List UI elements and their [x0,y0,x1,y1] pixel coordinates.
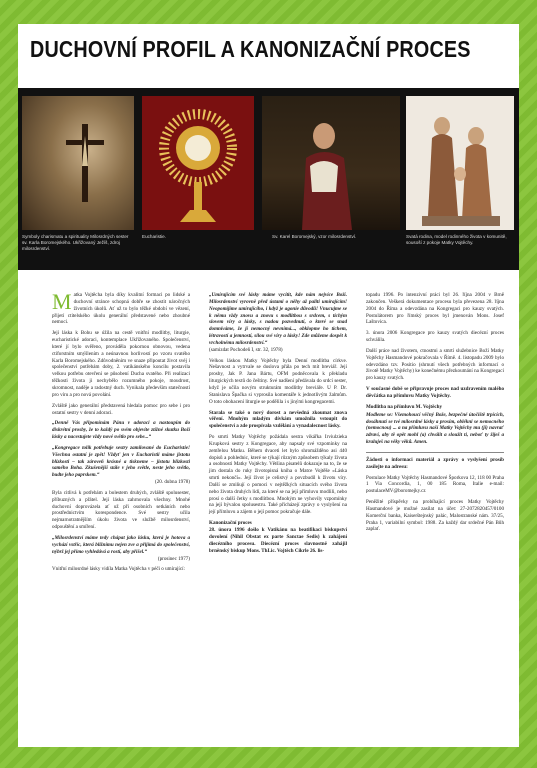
holy-family-statue-icon [406,96,514,230]
photo-caption: Svatá rodina, model rodinného života v komunitě, sousoší z pokoje Matky Vojtěchy. [406,234,507,246]
paragraph: Její láska k Bohu se úžila na cestě vnitřní modlitby, liturgie, eucharistické adoraci, kontemplace Ukřižovaného. Společenství, které jí bylo svěřeno, prováděla pokornou obnovou, vedena ctiforstním smýšlením a neúnavnou horlivostí po vzoru svatého Karla Boromejského. Zdůvodněním ve snaze připoutat život svéj i společenství potřebám doby, 2. vatikánského koncilu postavila velkou potřebu otevření se působení Ducha svatého. Při realizaci těžkosti života ji nechybělo rozumného pokoje, moudrost, skromnost, naděje a radostný duch. Vynikala především statečností pro víru a pro nová povolání. [52,330,190,398]
paragraph: 3. února 2006 Kongregace pro kauzy svatých diecézní proces schválila. [366,330,504,344]
drop-cap: M [52,289,72,314]
divider [366,452,504,453]
photo-caption: Sv. Karel Boromejský, vzor milosrdenství. [272,234,357,239]
monstrance-icon [142,96,254,230]
column-3 [366,292,504,537]
quote-source: (samizdat Pochodeň I, str. 32, 1978) [209,346,283,353]
crucifix-photo [22,96,134,230]
crucifix-icon [22,96,134,230]
paragraph: Zvláště jako generální představená hledala pomoc pro sebe i pro ostatní sestry v denní adoraci. [52,402,190,416]
paragraph: V současné době se připravuje proces nad uzdravením malého děvčátka na přímluvu Matky Vojtěchy. [366,386,504,399]
paragraph: Po smrti Matky Vojtěchy požádala sestra vikářka Irviulzieka Krupková sestry z Kongregace, aby napsaly své vzpomínky na zemřelou Matku. Během dvaceti let bylo shromážděno asi 440 dopisů a pohlednic, které se týkají různým způsobem týkaly života a osobnosti Matky Vojtěchy. Většina pisatelů dokazuje na to, že se jim dostala do ruky životopisná kniha o Matce Vojtěše »Láska smrti nekončí«. Její život je celistvý a povzbudil k životu víry. Další se zmiňují o pomoci v nejtěžkých situacích svého života nebo života druhých lidí, za které se na její přímluvu modlili, nebo prosí o další četky s modlitbou. Mnohým ne vyhovily vzpomínky na její bývalou spolusestru. Také přicházejí zprávy o vyslyšení na její přímluvu a zájem o její pomoc pokračuje dále. [209,434,347,516]
quote: „Milosrdenství máme tedy chápat jako lásku, která je hotova a vychází vstříc, která bližnímu nejen zve a přijímá do společenství, nýbrž jej přímo vyhledává a rostí, aby přišel.“ [52,535,190,555]
paragraph: Byla citlivá k potřebám a bolestem druhých, zvláště spolusester, příbuzných a přátel. Její láska zahrnovala všechny. Mnohé duchovní doprovázela ať už při osobních setkáních nebo prostřednictvím korespondence. Své sestry učila nejmarnotratnějším úkolu života ve službě milosrdenství, odpouštění a smíření. [52,489,190,531]
column-1 [52,289,190,577]
paragraph: 28. února 1996 došlo k Vatikánu na beatifikaci biskupství dovolení (Nihil Obstat ex parte Sanctae Sedis) k zahájení diecézního procesu. Diecézní proces slavnostně zahájil brněnský biskup Mons. ThLic. Vojtěch Cikrle 26. lis- [209,527,347,554]
poster [18,24,519,747]
section-heading: Kanonizační proces [209,520,252,527]
statue-photo [406,96,514,230]
paragraph: Starala se také o nový dorost a nevšedná zkoumat znova věření. Mnohým mladým dívkám umožnila vstoupit do společenství a zde prospívala vzdělání a vynadalecnost lásky. [209,409,347,430]
paragraph: Velkou láskou Matky Vojtěchy byla Denní modlitba církve. Nešavnost a vytrvale se doslova přála po tech mít breviář. Její prosby, Jak P. Jana Bártu, OFM podněcovala k překladu liturgických textů do češtiny. Své nadšení předávala do srdcí sester, když je učila novým strukturám modlitby breviáře. U P. Dr. Stanislava Špačka si vyprosila komentáře k jednotlivým žalmům. O toto obohacení liturgie se podělila i s jinými kongregacemi. [209,357,347,405]
section-heading: Modlitba na přímluvu M. Vojtěchy [366,403,442,410]
prayer: Modleme se: Všemohoucí věčný Bože, bezpečné útočiště trpících, dosáhnutí se tvé milosrdné lásky a prosím, oblékni se nemocného (nemocnou) ... a na přímluvu naší Matky Vojtěchy mu (jí) navrať zdraví, aby tě opět mohl (a) chválit a sloužit ti, neboť ty žiješ a kraluješ na věky věků. Amen. [366,411,504,446]
paragraph: Peněžité příspěvky na probíhající proces Matky Vojtěchy Hasmandové je možné zasílat na účet: 27-2072820457/0100 Komerční banka, Kaiserštejnský palác, Malostranské nám. 37/25, Praha 1, variabilní symbol: 1988. Za každý dar srdečné Pán Bůh zaplať. [366,499,504,533]
photo-band [18,88,519,270]
saint-figure-icon [262,96,400,230]
quote: „Kongregace tolik potřebuje sestry zamilované do Eucharistie! Všechna ostatní je zpět! Vždyť jen v Eucharistii máme jistotu blízkosti – tak zároveň krásné a tiskneme – jistotu blízkosti samého Boha. Zkušenější stále v jeho světle, neste jeho světlo, budte jeho paprskem.“ [52,444,190,479]
column-2 [209,292,347,558]
article-body [52,289,504,740]
quote: „Denně Vás připomínám Pánu v adoraci a nastoupím do diskrétní prosby, že to každý po svém objevíte ztížné skutku Boží lásky a nacestujete vždy nové světlo pro sebe...“ [52,420,190,441]
monstrance-photo [142,96,254,230]
paragraph: Vnitřní milosrdné lásky vidíla Matka Vojtěcha v péči o umírající: [52,566,185,573]
quote-source: (prosinec 1977) [157,555,190,562]
photo-caption: Eucharistie. [142,234,167,239]
quote-source: (20. dubna 1978) [155,479,190,486]
postal-address: Postulace Matky Vojtěchy Hasmandové Šporkova 12, 118 00 Praha 1 Via Concordia, 1, 00 185 Roma, Italie e-mail: postulaceMV@boromejky.cz [366,474,504,495]
section-heading: Žádosti o informaci materiál a zprávy o vyslyšení prosíb zasílejte na adresu: [366,456,504,470]
quote: „Umírajícím své lásky máme vycítit, kde nám nejvíce Boží. Milosrdenství vyrovně před ústami o něhy až paliti umírajícím! Neopomíjíme umírajícího, i když je agonie důvodů! Vnucujme se k němu vždy znovu a znovu s modlitbou s srdcem, s tichým slovem víry a lásky, s nadou pozvednutí, o které se snad domníváme, že jí nemocný nevnímá..., obklopme ho tichem, létravostí a jemností, silou své víry a lásky! Zde můžeme dospět k vrcholnému milosrdenství.“ [209,292,347,346]
photo-caption: Symboly charismatu a spirituality Milosrdných sester sv. Karla Boromejského. Ukřižovaný Ježíš, zdroj milosrdenství. [22,234,129,252]
paragraph: Další práce nad životem, ctnostmi a smrtí služebnice Boží Matky Vojtěchy Hasmandové pokračovala v Římě. 4. listopadu 2009 bylo odevzdáno tzv. Positio (shrnutí všech potřebných informací o životě Matky Vojtěchy) ke konečnému přezkoumání na Kongregaci pro kauzy svatých. [366,347,504,382]
paragraph: atka Vojtěcha byla díky kvalitní formaci po lidské a duchovní stránce schopná dobře se zhostit náročných životních úkolů. Ať už to bylo těžké období ve vězení, přijetí ctitelského úkolu generální představené nebo zhoubné nemoci. [52,292,190,326]
paragraph: topadu 1996. Po intenzivní práci byl 26. října 2004 v Brně zakončen. Veškerá dokumentace procesu byla převezena 28. října 2004 do Říma a odevzdána na Kongregaci pro kauzy svatých. Postulátorem pro římský proces byl jmenován Mons. Josef Laštovica. [366,292,504,326]
saint-painting-photo [262,96,400,230]
page-title: DUCHOVNÍ PROFIL A KANONIZAČNÍ PROCES [30,36,471,62]
